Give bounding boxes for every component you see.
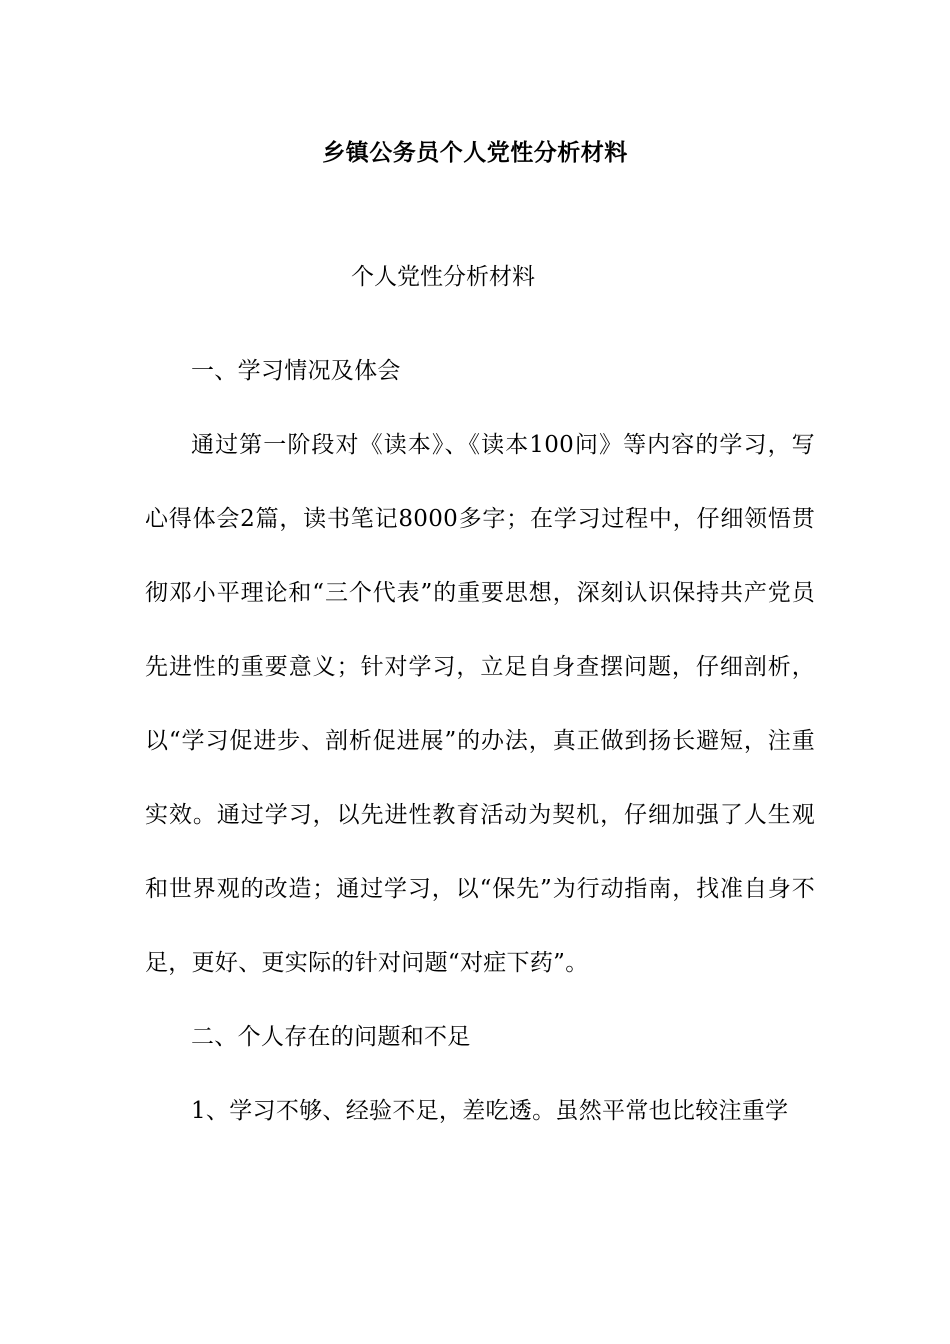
paragraph-study-details: 通过第一阶段对《读本》、《读本100问》等内容的学习，写心得体会2篇，读书笔记8000多字；在学习过程中，仔细领悟贯彻邓小平理论和“三个代表”的重要思想，深刻认识保持共产党员先进性的重要意义；针对学习，立足自身查摆问题，仔细剖析，以“学习促进步、剖析促进展”的办法，真正做到扬长避短，注重实效。通过学习，以先进性教育活动为契机，仔细加强了人生观和世界观的改造；通过学习，以“保先”为行动指南，找准自身不足，更好、更实际的针对问题“对症下药”。 [145,432,815,976]
document-body [145,334,815,1148]
document-title: 乡镇公务员个人党性分析材料 [322,140,628,166]
section-heading-problems: 二、个人存在的问题和不足 [191,1024,471,1050]
paragraph-problem-1: 1、学习不够、经验不足，差吃透。虽然平常也比较注重学 [191,1098,789,1124]
document-subtitle: 个人党性分析材料 [351,264,535,290]
section-heading-study: 一、学习情况及体会 [191,358,401,384]
